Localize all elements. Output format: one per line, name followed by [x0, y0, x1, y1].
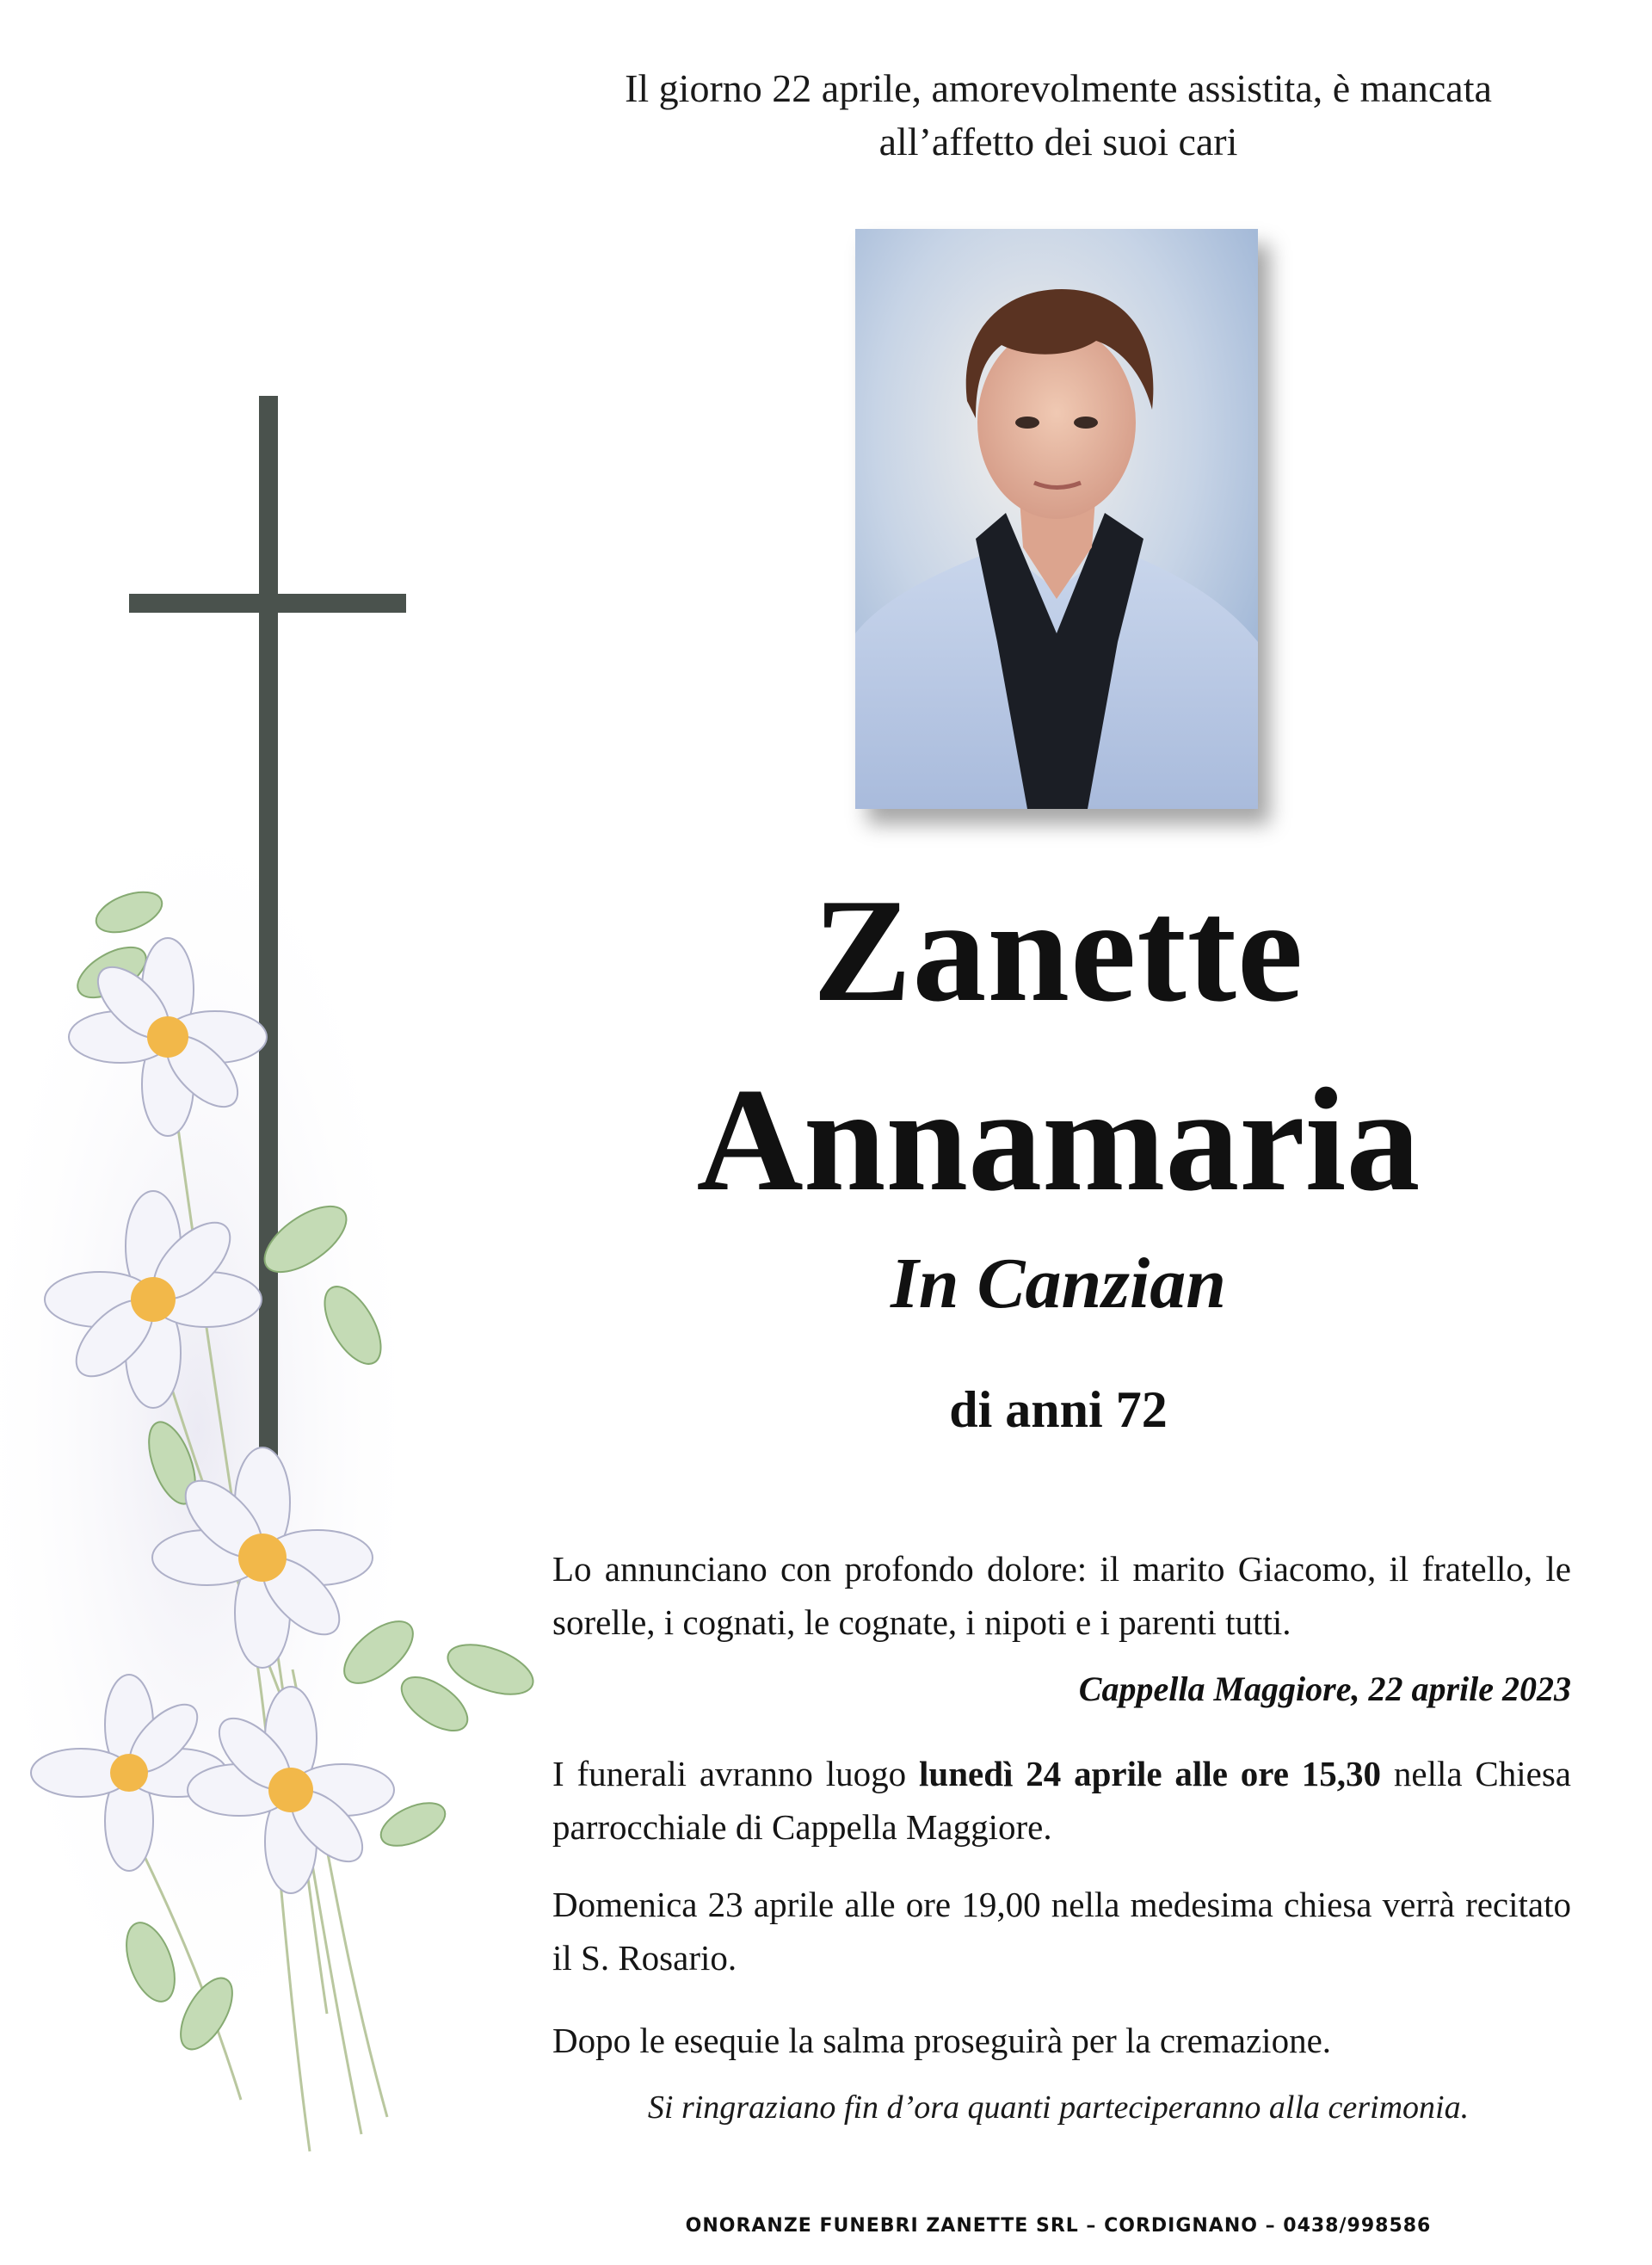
announcement-paragraph: Lo annunciano con profondo dolore: il marito Giacomo, il fratello, le sorelle, i cognati, le cognate, i nipoti e i parenti tutti.	[552, 1549, 1571, 1642]
cremation-paragraph: Dopo le esequie la salma proseguirà per la cremazione.	[552, 2021, 1332, 2060]
funeral-home-footer: ONORANZE FUNEBRI ZANETTE SRL – CORDIGNANO – 0438/998586	[685, 2215, 1432, 2237]
deceased-married-name: In Canzian	[891, 1244, 1226, 1324]
intro-line-1: Il giorno 22 aprile, amorevolmente assistita, è mancata	[625, 66, 1492, 110]
intro-line-2: all’affetto dei suoi cari	[878, 120, 1238, 164]
intro-text	[533, 62, 1583, 169]
funeral-text-before: I funerali avranno luogo	[552, 1754, 919, 1793]
funeral-date-time: lunedì 24 aprile alle ore 15,30	[919, 1754, 1382, 1793]
rosary-paragraph: Domenica 23 aprile alle ore 19,00 nella medesima chiesa verrà recitato il S. Rosario.	[552, 1885, 1571, 1978]
place-and-date: Cappella Maggiore, 22 aprile 2023	[1078, 1669, 1571, 1708]
portrait-photo	[855, 229, 1258, 809]
thanks-note: Si ringraziano fin d’ora quanti parteciperanno alla cerimonia.	[647, 2089, 1470, 2126]
deceased-first-name: Annamaria	[696, 1058, 1421, 1222]
decoration-svg	[0, 327, 551, 2186]
funeral-paragraph	[552, 1747, 1571, 1854]
funeral-text-after: nella Chiesa parrocchiale di Cappella Maggiore.	[552, 1754, 1571, 1847]
cross-and-flowers-decoration	[0, 327, 551, 2186]
deceased-surname: Zanette	[812, 869, 1304, 1033]
portrait-photo-frame	[855, 229, 1258, 809]
deceased-age: di anni 72	[949, 1381, 1168, 1438]
